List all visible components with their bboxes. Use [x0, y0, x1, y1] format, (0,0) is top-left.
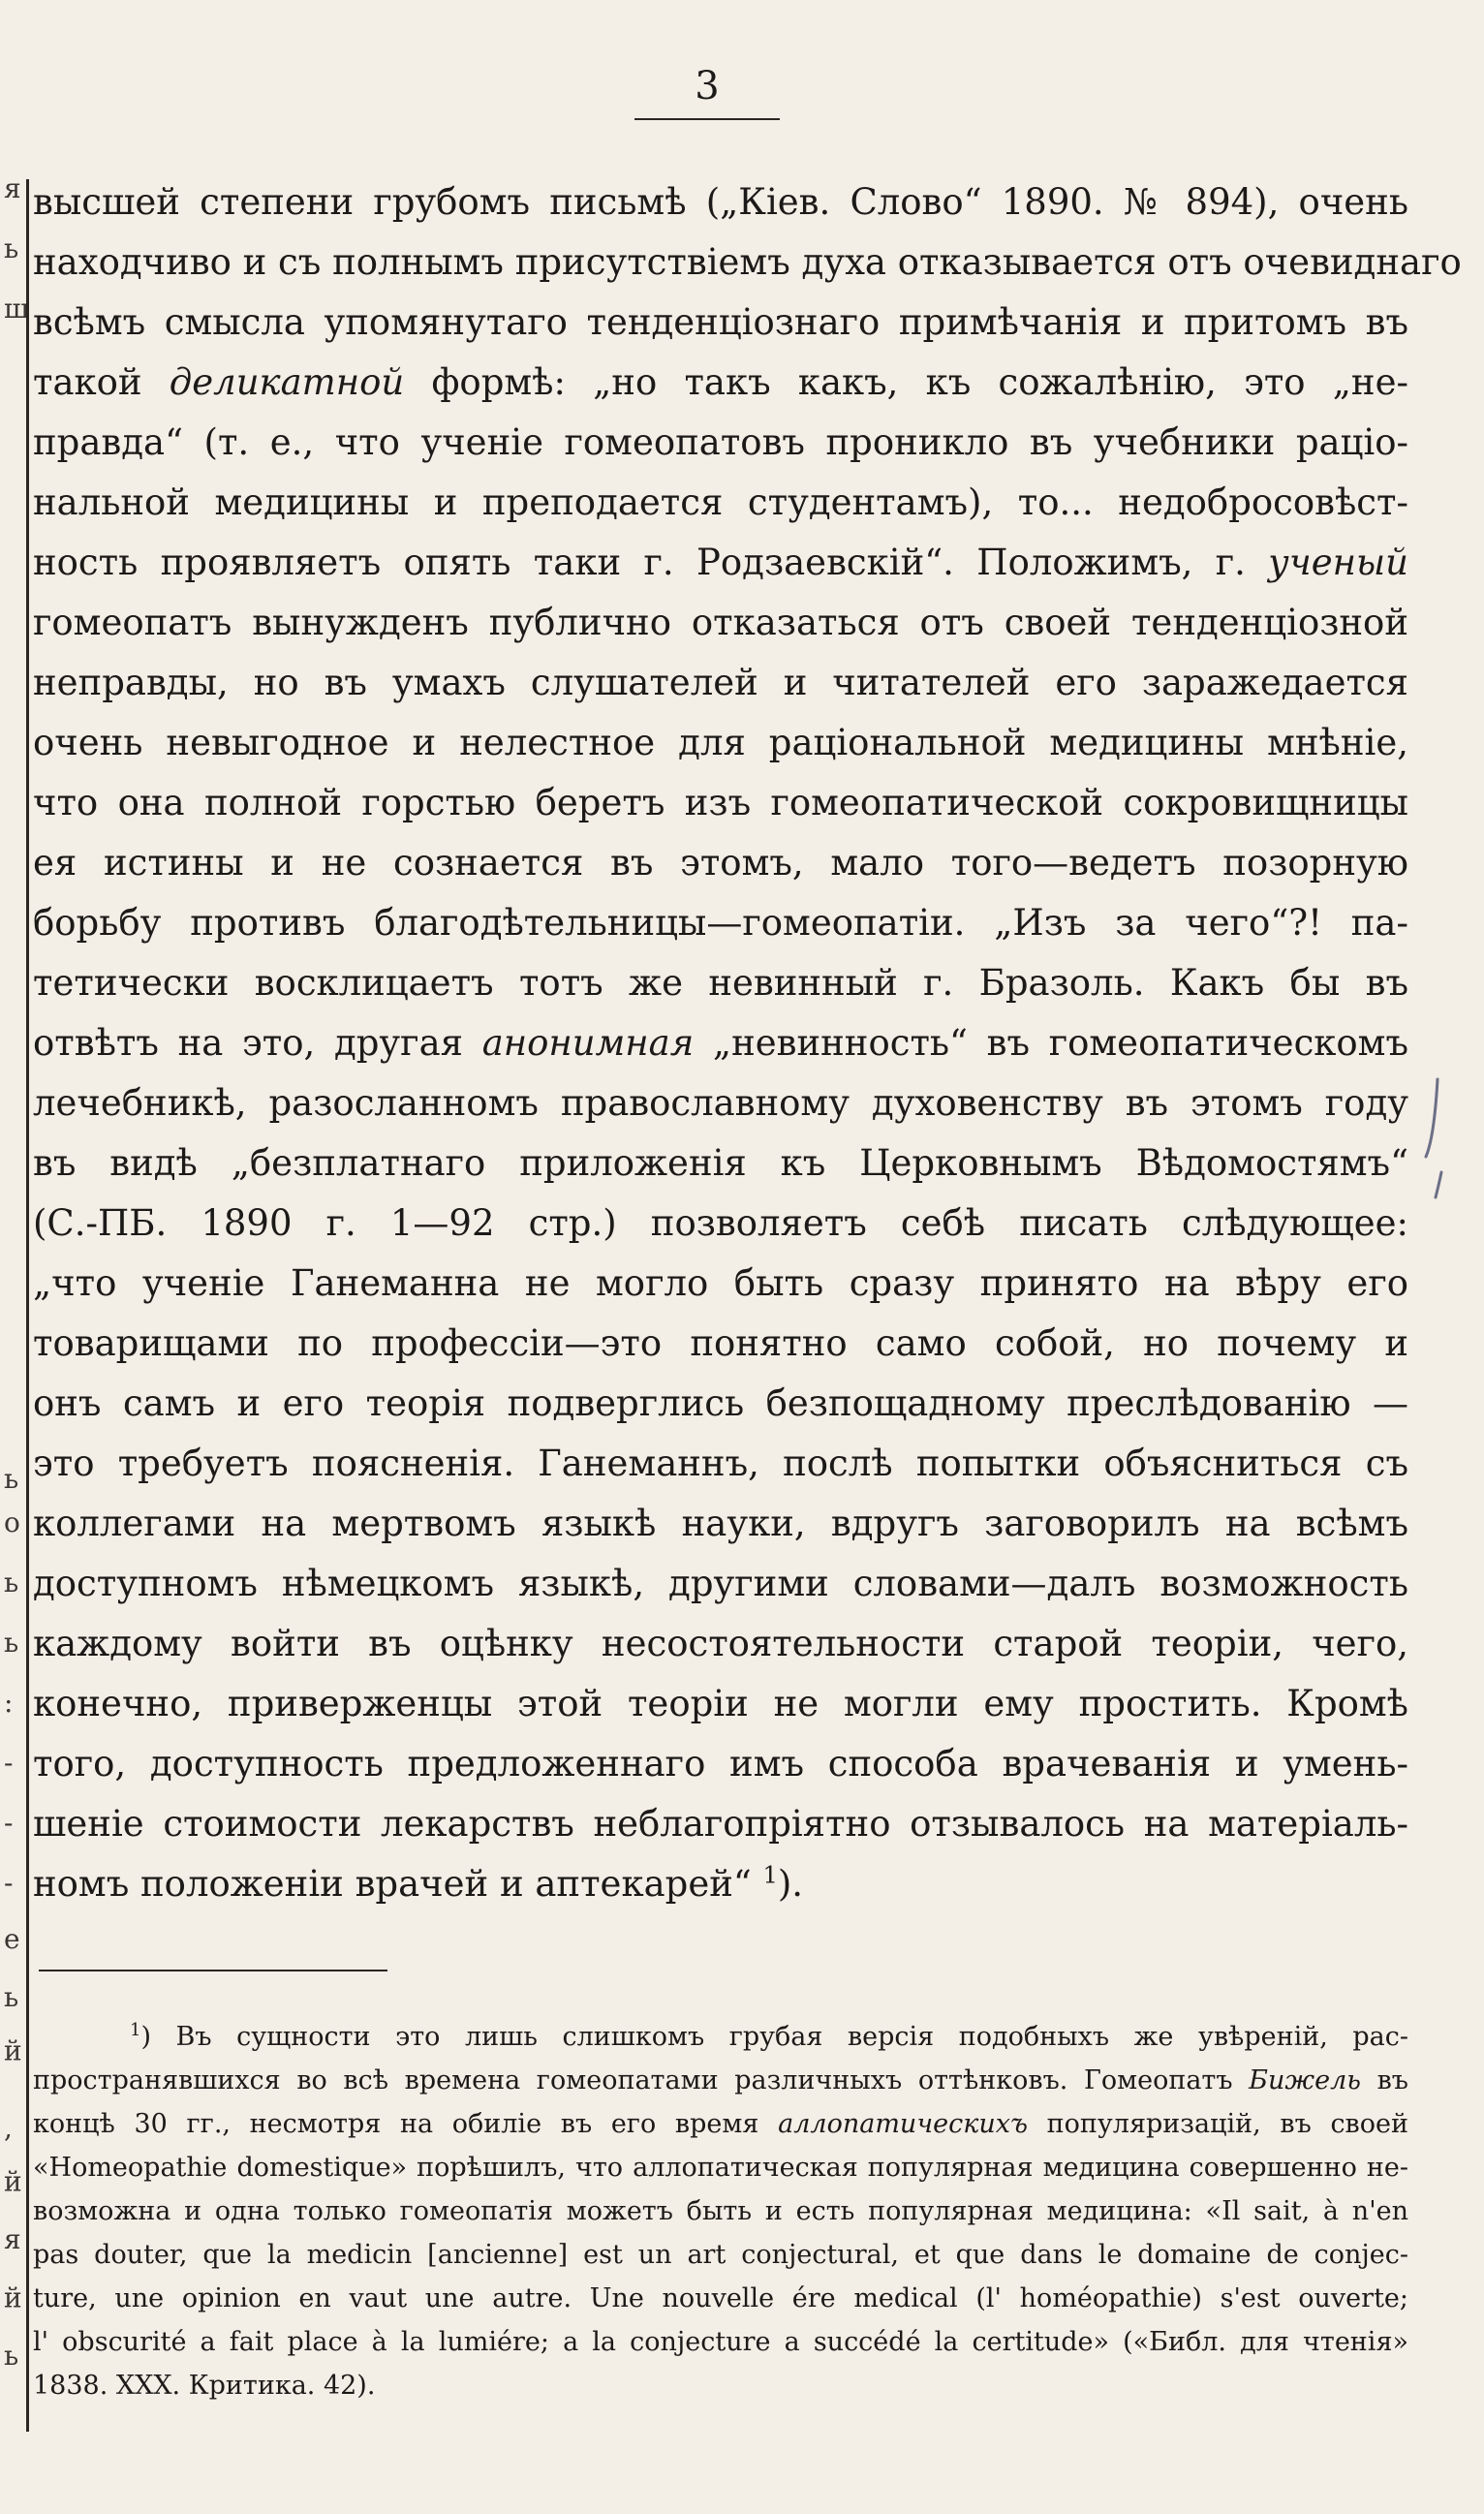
- body-line: шеніе стоимости лекарствъ неблагопріятно отзывалось на матеріаль-: [33, 1803, 1408, 1845]
- edge-char: й: [4, 2281, 22, 2313]
- edge-char: :: [4, 1687, 14, 1719]
- body-line: высшей степени грубомъ письмѣ („Кіев. Слово“ 1890. № 894), очень: [33, 181, 1408, 223]
- italic-emphasis: аллопатическихъ: [778, 2109, 1028, 2139]
- body-line: номъ положеніи врачей и аптекарей“ $^1$).: [33, 1861, 804, 1905]
- edge-char: я: [4, 2223, 21, 2255]
- body-line: тетически восклицаетъ тотъ же невинный г. Бразоль. Какъ бы въ: [33, 962, 1408, 1004]
- footnote: [33, 2015, 1408, 2407]
- footnote-line: «Homeopathie domestique» порѣшилъ, что аллопатическая популярная медицина совершенно не-: [33, 2153, 1408, 2183]
- left-margin-bleed: [0, 0, 30, 2514]
- page-number: 3: [695, 64, 720, 109]
- edge-char: ш: [4, 293, 30, 325]
- body-line: борьбу противъ благодѣтельницы—гомеопатіи. „Изъ за чего“?! па-: [33, 902, 1408, 944]
- edge-char: й: [4, 2034, 22, 2066]
- body-line: такой деликатной формѣ: „но такъ какъ, къ сожалѣнію, это „не-: [33, 361, 1408, 403]
- footnote-line: 1838. XXX. Критика. 42).: [33, 2371, 376, 2401]
- footnote-line: ture, une opinion en vaut une autre. Une nouvelle ére medical (l' homéopathie) s'est ouverte;: [33, 2283, 1408, 2313]
- footnote-line: пространявшихся во всѣ времена гомеопатами различныхъ оттѣнковъ. Гомеопатъ Бижель въ: [33, 2065, 1408, 2095]
- edge-char: й: [4, 2165, 22, 2197]
- edge-char: ь: [4, 1627, 19, 1659]
- body-line: это требуетъ поясненія. Ганеманнъ, послѣ попытки объясниться съ: [33, 1443, 1408, 1484]
- edge-char: ь: [4, 2340, 19, 2372]
- body-line: очень невыгодное и нелестное для раціональной медицины мнѣніе,: [33, 722, 1408, 763]
- footnote-rule: [39, 1970, 387, 1971]
- edge-char: я: [4, 172, 21, 204]
- body-text: [33, 172, 1462, 1914]
- edge-char: е: [4, 1923, 20, 1955]
- body-line: ность проявляетъ опять таки г. Родзаевскій“. Положимъ, г. ученый: [33, 542, 1408, 583]
- body-line: того, доступность предложеннаго имъ способа врачеванія и умень-: [33, 1743, 1408, 1785]
- body-line: онъ самъ и его теорія подверглись безпощадному преслѣдованію —: [33, 1382, 1408, 1424]
- footnote-line: $^1$) Въ сущности это лишь слишкомъ грубая версія подобныхъ же увѣреній, рас-: [130, 2020, 1408, 2052]
- body-line: коллегами на мертвомъ языкѣ науки, вдругъ заговорилъ на всѣмъ: [33, 1503, 1408, 1544]
- italic-emphasis: ученый: [1268, 542, 1408, 583]
- body-line: лечебникѣ, разосланномъ православному духовенству въ этомъ году: [33, 1082, 1408, 1124]
- body-line: товарищами по профессіи—это понятно само собой, но почему и: [33, 1322, 1408, 1364]
- body-line: всѣмъ смысла упомянутаго тенденціознаго примѣчанія и притомъ въ: [33, 301, 1408, 343]
- footnote-line: возможна и одна только гомеопатія можетъ быть и есть популярная медицина: «Il sait, à n'en: [33, 2196, 1408, 2226]
- italic-emphasis: Бижель: [1249, 2065, 1361, 2095]
- body-line: „что ученіе Ганеманна не могло быть сразу принято на вѣру его: [33, 1262, 1408, 1304]
- footnote-line: l' obscurité a fait place à la lumiére; a la conjecture a succédé la certitude» («Библ. для чтенія»: [33, 2327, 1408, 2357]
- footnote-line: pas douter, que la medicin [ancienne] est un art conjectural, et que dans le domaine de conjec-: [33, 2240, 1408, 2270]
- edge-char: ь: [4, 1981, 19, 2013]
- body-line: доступномъ нѣмецкомъ языкѣ, другими словами—далъ возможность: [33, 1563, 1408, 1604]
- body-line: что она полной горстью беретъ изъ гомеопатической сокровищницы: [33, 782, 1408, 823]
- edge-char: ь: [4, 233, 19, 264]
- body-line: гомеопатъ вынужденъ публично отказаться отъ своей тенденціозной: [33, 602, 1408, 643]
- edge-char: ь: [4, 1463, 19, 1495]
- header-rule: [634, 118, 780, 120]
- footnote-line: концѣ 30 гг., несмотря на обиліе въ его время аллопатическихъ популяризацій, въ своей: [33, 2109, 1408, 2139]
- edge-char: о: [4, 1506, 20, 1538]
- edge-char: ь: [4, 1567, 19, 1598]
- body-line: неправды, но въ умахъ слушателей и читателей его заражедается: [33, 662, 1408, 703]
- edge-char: -: [4, 1807, 14, 1839]
- body-line: отвѣтъ на это, другая анонимная „невинность“ въ гомеопатическомъ: [33, 1022, 1409, 1064]
- body-line: нальной медицины и преподается студентамъ), то... недобросовѣст-: [33, 481, 1408, 523]
- left-binding-edge: [26, 179, 29, 2432]
- body-line: (С.-ПБ. 1890 г. 1—92 стр.) позволяетъ себѣ писать слѣдующее:: [33, 1202, 1408, 1244]
- body-line: конечно, приверженцы этой теоріи не могли ему простить. Кромѣ: [33, 1683, 1408, 1724]
- body-line: каждому войти въ оцѣнку несостоятельности старой теоріи, чего,: [33, 1623, 1408, 1664]
- edge-char: ,: [4, 2112, 13, 2144]
- edge-char: -: [4, 1747, 14, 1779]
- body-line: въ видѣ „безплатнаго приложенія къ Церковнымъ Вѣдомостямъ“: [33, 1142, 1408, 1184]
- body-line: ея истины и не сознается въ этомъ, мало того—ведетъ позорную: [33, 842, 1408, 884]
- italic-emphasis: деликатной: [169, 361, 405, 403]
- body-line: находчиво и съ полнымъ присутствіемъ духа отказывается отъ очевиднаго: [33, 241, 1462, 283]
- edge-char: -: [4, 1867, 14, 1899]
- pencil-margin-mark: [1420, 1075, 1449, 1201]
- italic-emphasis: анонимная: [481, 1022, 695, 1064]
- body-line: правда“ (т. е., что ученіе гомеопатовъ проникло въ учебники раціо-: [33, 421, 1408, 463]
